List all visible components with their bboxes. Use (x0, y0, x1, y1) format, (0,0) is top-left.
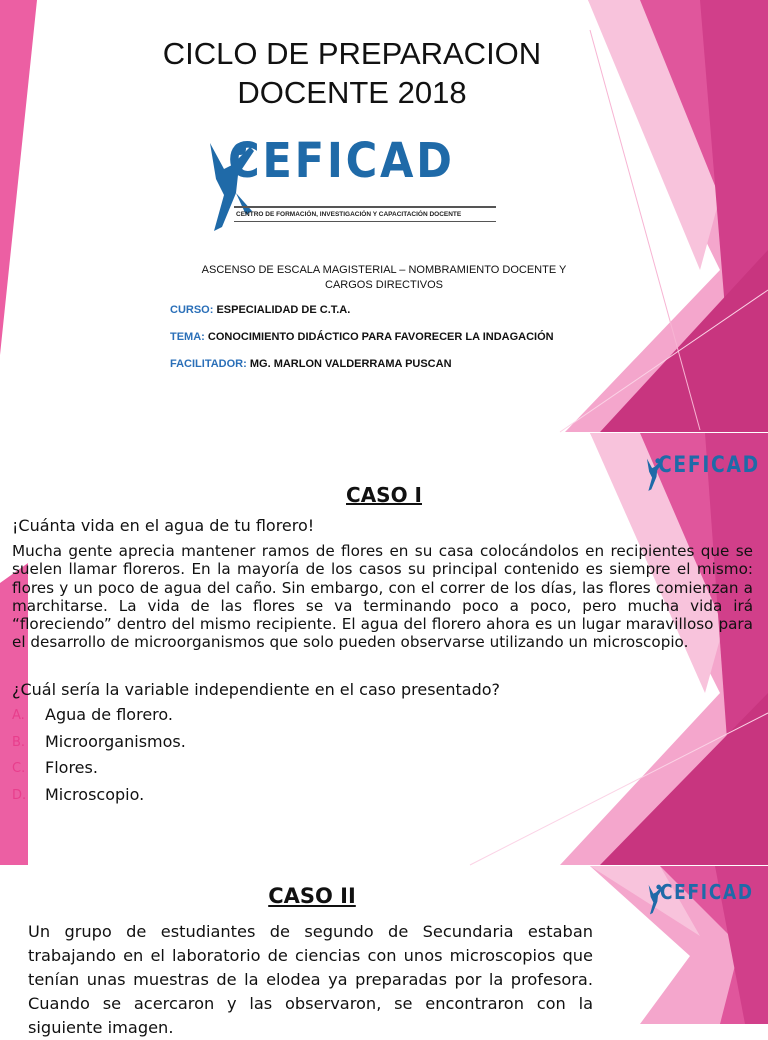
option-letter: A. (12, 708, 25, 723)
option-letter: C. (12, 761, 26, 776)
topic-line (170, 331, 554, 343)
option-a[interactable] (12, 705, 186, 732)
option-letter: B. (12, 734, 26, 750)
case-intro: ¡Cuánta vida en el agua de tu florero! (12, 516, 315, 535)
logo-tagline: CENTRO DE FORMACIÓN, INVESTIGACIÓN Y CAPACITACIÓN DOCENTE (236, 211, 462, 218)
logo-divider (234, 206, 496, 208)
slide-1 (0, 0, 768, 432)
case-paragraph: Un grupo de estudiantes de segundo de Secundaria estaban trabajando en el laboratorio de ciencias con unos microscopios que tenían unas muestras de la elodea ya preparadas por la profesora. Cuando se acercaron y las observaron, se encontraron con la siguiente imagen. (28, 922, 593, 1037)
logo-wordmark: CEFICAD (228, 133, 455, 189)
title-line-2: DOCENTE 2018 (237, 75, 467, 110)
mini-logo-wordmark: CEFICAD (658, 453, 760, 478)
course-line (170, 304, 350, 316)
case-paragraph: Mucha gente aprecia mantener ramos de flores en su casa colocándolos en recipientes que se suelen llamar floreros. En la mayoría de los casos su principal contenido es siempre el mismo: flores y un poco de agua del caño. Sin embargo, con el correr de los días, las flores comienzan a marchitarse. La vida de las flores se va terminando poco a poco, pero mucha vida irá “floreciendo” dentro del mismo recipiente. El agua del florero ahora es un lugar maravilloso para el desarrollo de microorganismos que solo pueden observarse utilizando un microscopio. (12, 542, 753, 652)
slide-title (0, 34, 704, 112)
subheading (170, 263, 598, 293)
slide-2 (0, 433, 768, 865)
case-question: ¿Cuál sería la variable independiente en el caso presentado? (12, 680, 501, 699)
logo-divider-2 (234, 221, 496, 222)
course-value: ESPECIALIDAD DE C.T.A. (216, 304, 351, 316)
facilitator-label: FACILITADOR: (170, 358, 247, 370)
facilitator-value: MG. MARLON VALDERRAMA PUSCAN (249, 358, 452, 370)
slide-3 (0, 866, 768, 1037)
option-b[interactable] (12, 732, 186, 759)
case-heading: CASO II (268, 884, 356, 908)
option-text: Agua de florero. (45, 705, 173, 724)
option-text: Microorganismos. (45, 731, 186, 751)
title-line-1: CICLO DE PREPARACION (162, 36, 542, 71)
option-d[interactable] (12, 785, 186, 812)
topic-value: CONOCIMIENTO DIDÁCTICO PARA FAVORECER LA INDAGACIÓN (207, 331, 554, 343)
facilitator-line (170, 358, 452, 370)
subheading-line-2: CARGOS DIRECTIVOS (325, 279, 443, 291)
mini-logo-wordmark: CEFICAD (660, 880, 754, 904)
option-letter: D. (12, 787, 27, 803)
topic-label: TEMA: (170, 331, 205, 343)
option-text: Flores. (45, 758, 98, 777)
answer-options (12, 705, 186, 811)
option-text: Microscopio. (45, 784, 145, 804)
case-heading: CASO I (346, 483, 422, 507)
option-c[interactable] (12, 758, 186, 785)
subheading-line-1: ASCENSO DE ESCALA MAGISTERIAL – NOMBRAMIENTO DOCENTE Y (201, 264, 567, 276)
course-label: CURSO: (170, 304, 214, 316)
